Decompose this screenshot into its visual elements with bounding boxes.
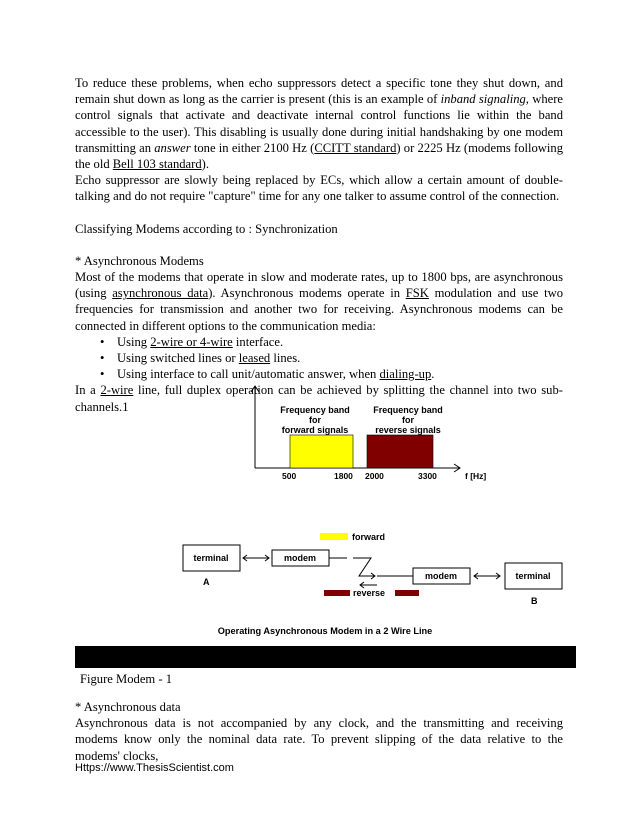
reverse-legend-swatch [395, 590, 419, 596]
reverse-legend-swatch [324, 590, 350, 596]
paragraph-echo-suppressors: To reduce these problems, when echo suppressors detect a specific tone they shut down, and remain shut down as long as the carrier is present (this is an example of inband signaling, where control signals that activate and deactivate internal control functions lie within the band accessible to the user). This disabling is usually done during initial handshaking by one modem transmitting an answer tone in either 2100 Hz (CCITT standard) or 2225 Hz (modems following the old Bell 103 standard). [75, 76, 564, 172]
heading-asynchronous-modems: * Asynchronous Modems [75, 253, 204, 268]
forward-legend-swatch [320, 533, 348, 540]
tick-label: 1800 [334, 471, 353, 481]
reverse-frequency-band [367, 435, 433, 468]
asynchronous-data-link[interactable]: asynchronous data [112, 286, 209, 301]
fsk-link[interactable]: FSK [405, 286, 429, 301]
black-bar [75, 646, 576, 668]
band2-label-line3: reverse signals [375, 425, 441, 435]
paragraph-ec: Echo suppressor are slowly being replaced by ECs, which allow a certain amount of double-talking and do not require "capture" time for any one talker to assume control of the connection. [75, 173, 563, 204]
figure-modem-diagram [75, 380, 576, 642]
bell-103-standard-link[interactable]: Bell 103 standard [112, 157, 202, 172]
2-wire-link[interactable]: 2-wire [100, 383, 134, 398]
band1-label-line3: forward signals [281, 425, 349, 435]
band2-label-line1: Frequency band [373, 405, 443, 415]
terminal-b-label: terminal [515, 571, 551, 581]
paragraph-2-wire: In a 2-wire line, full duplex operation can be achieved by splitting the channel into two sub-channels.1 [75, 383, 563, 414]
diagram-caption: Operating Asynchronous Modem in a 2 Wire Line [217, 626, 433, 636]
paragraph-async-modems: Most of the modems that operate in slow and moderate rates, up to 1800 bps, are asynchronous (using asynchronous data). Asynchronous modems operate in FSK modulation and use two frequencies for transmission and another two for receiving. Asynchronous modems can be connected in different options to the communication media: [75, 270, 563, 333]
tick-label: 2000 [365, 471, 384, 481]
list-item: • Using interface to call unit/automatic answer, when dialing-up. [117, 366, 563, 382]
footer-url[interactable]: Https://www.ThesisScientist.com [75, 762, 234, 774]
forward-label: forward [352, 532, 386, 542]
2-wire-or-4-wire-link[interactable]: 2-wire or 4-wire [150, 334, 233, 349]
station-b-label: B [531, 596, 538, 606]
inband-signaling-term: inband signaling [440, 92, 526, 107]
leased-link[interactable]: leased [238, 351, 271, 366]
dialing-up-link[interactable]: dialing-up [379, 367, 432, 382]
reverse-label: reverse [353, 588, 386, 598]
double-arrow-b-icon [474, 573, 500, 579]
heading-asynchronous-data: * Asynchronous data [75, 700, 181, 714]
tick-label: 500 [282, 471, 297, 481]
figure-caption: Figure Modem - 1 [80, 672, 172, 686]
forward-arrow-icon [353, 558, 375, 579]
body-text-bottom [75, 699, 563, 764]
terminal-a-label: terminal [193, 553, 229, 563]
modem-b-label: modem [424, 571, 458, 581]
heading-synchronization: Classifying Modems according to : Synchronization [75, 221, 338, 236]
ccitt-standard-link[interactable]: CCITT standard [314, 140, 397, 155]
paragraph-async-data: Asynchronous data is not accompanied by any clock, and the transmitting and receiving modems know only the nominal data rate. To prevent slipping of the data relative to the modems' clocks, [75, 716, 563, 763]
tick-label: 3300 [418, 471, 437, 481]
x-axis-label: f [Hz] [465, 471, 487, 481]
list-item: • Using switched lines or leased lines. [117, 350, 563, 366]
answer-term: answer [154, 140, 191, 155]
forward-frequency-band [290, 435, 353, 468]
band1-label-line1: Frequency band [280, 405, 350, 415]
modem-a-label: modem [283, 553, 317, 563]
band2-label-line2: for [402, 415, 414, 425]
connection-options-list [75, 334, 563, 383]
double-arrow-a-icon [243, 555, 269, 561]
station-a-label: A [203, 577, 210, 587]
list-item: • Using 2-wire or 4-wire interface. [117, 334, 563, 350]
body-text-top [75, 75, 563, 415]
band1-label-line2: for [309, 415, 321, 425]
